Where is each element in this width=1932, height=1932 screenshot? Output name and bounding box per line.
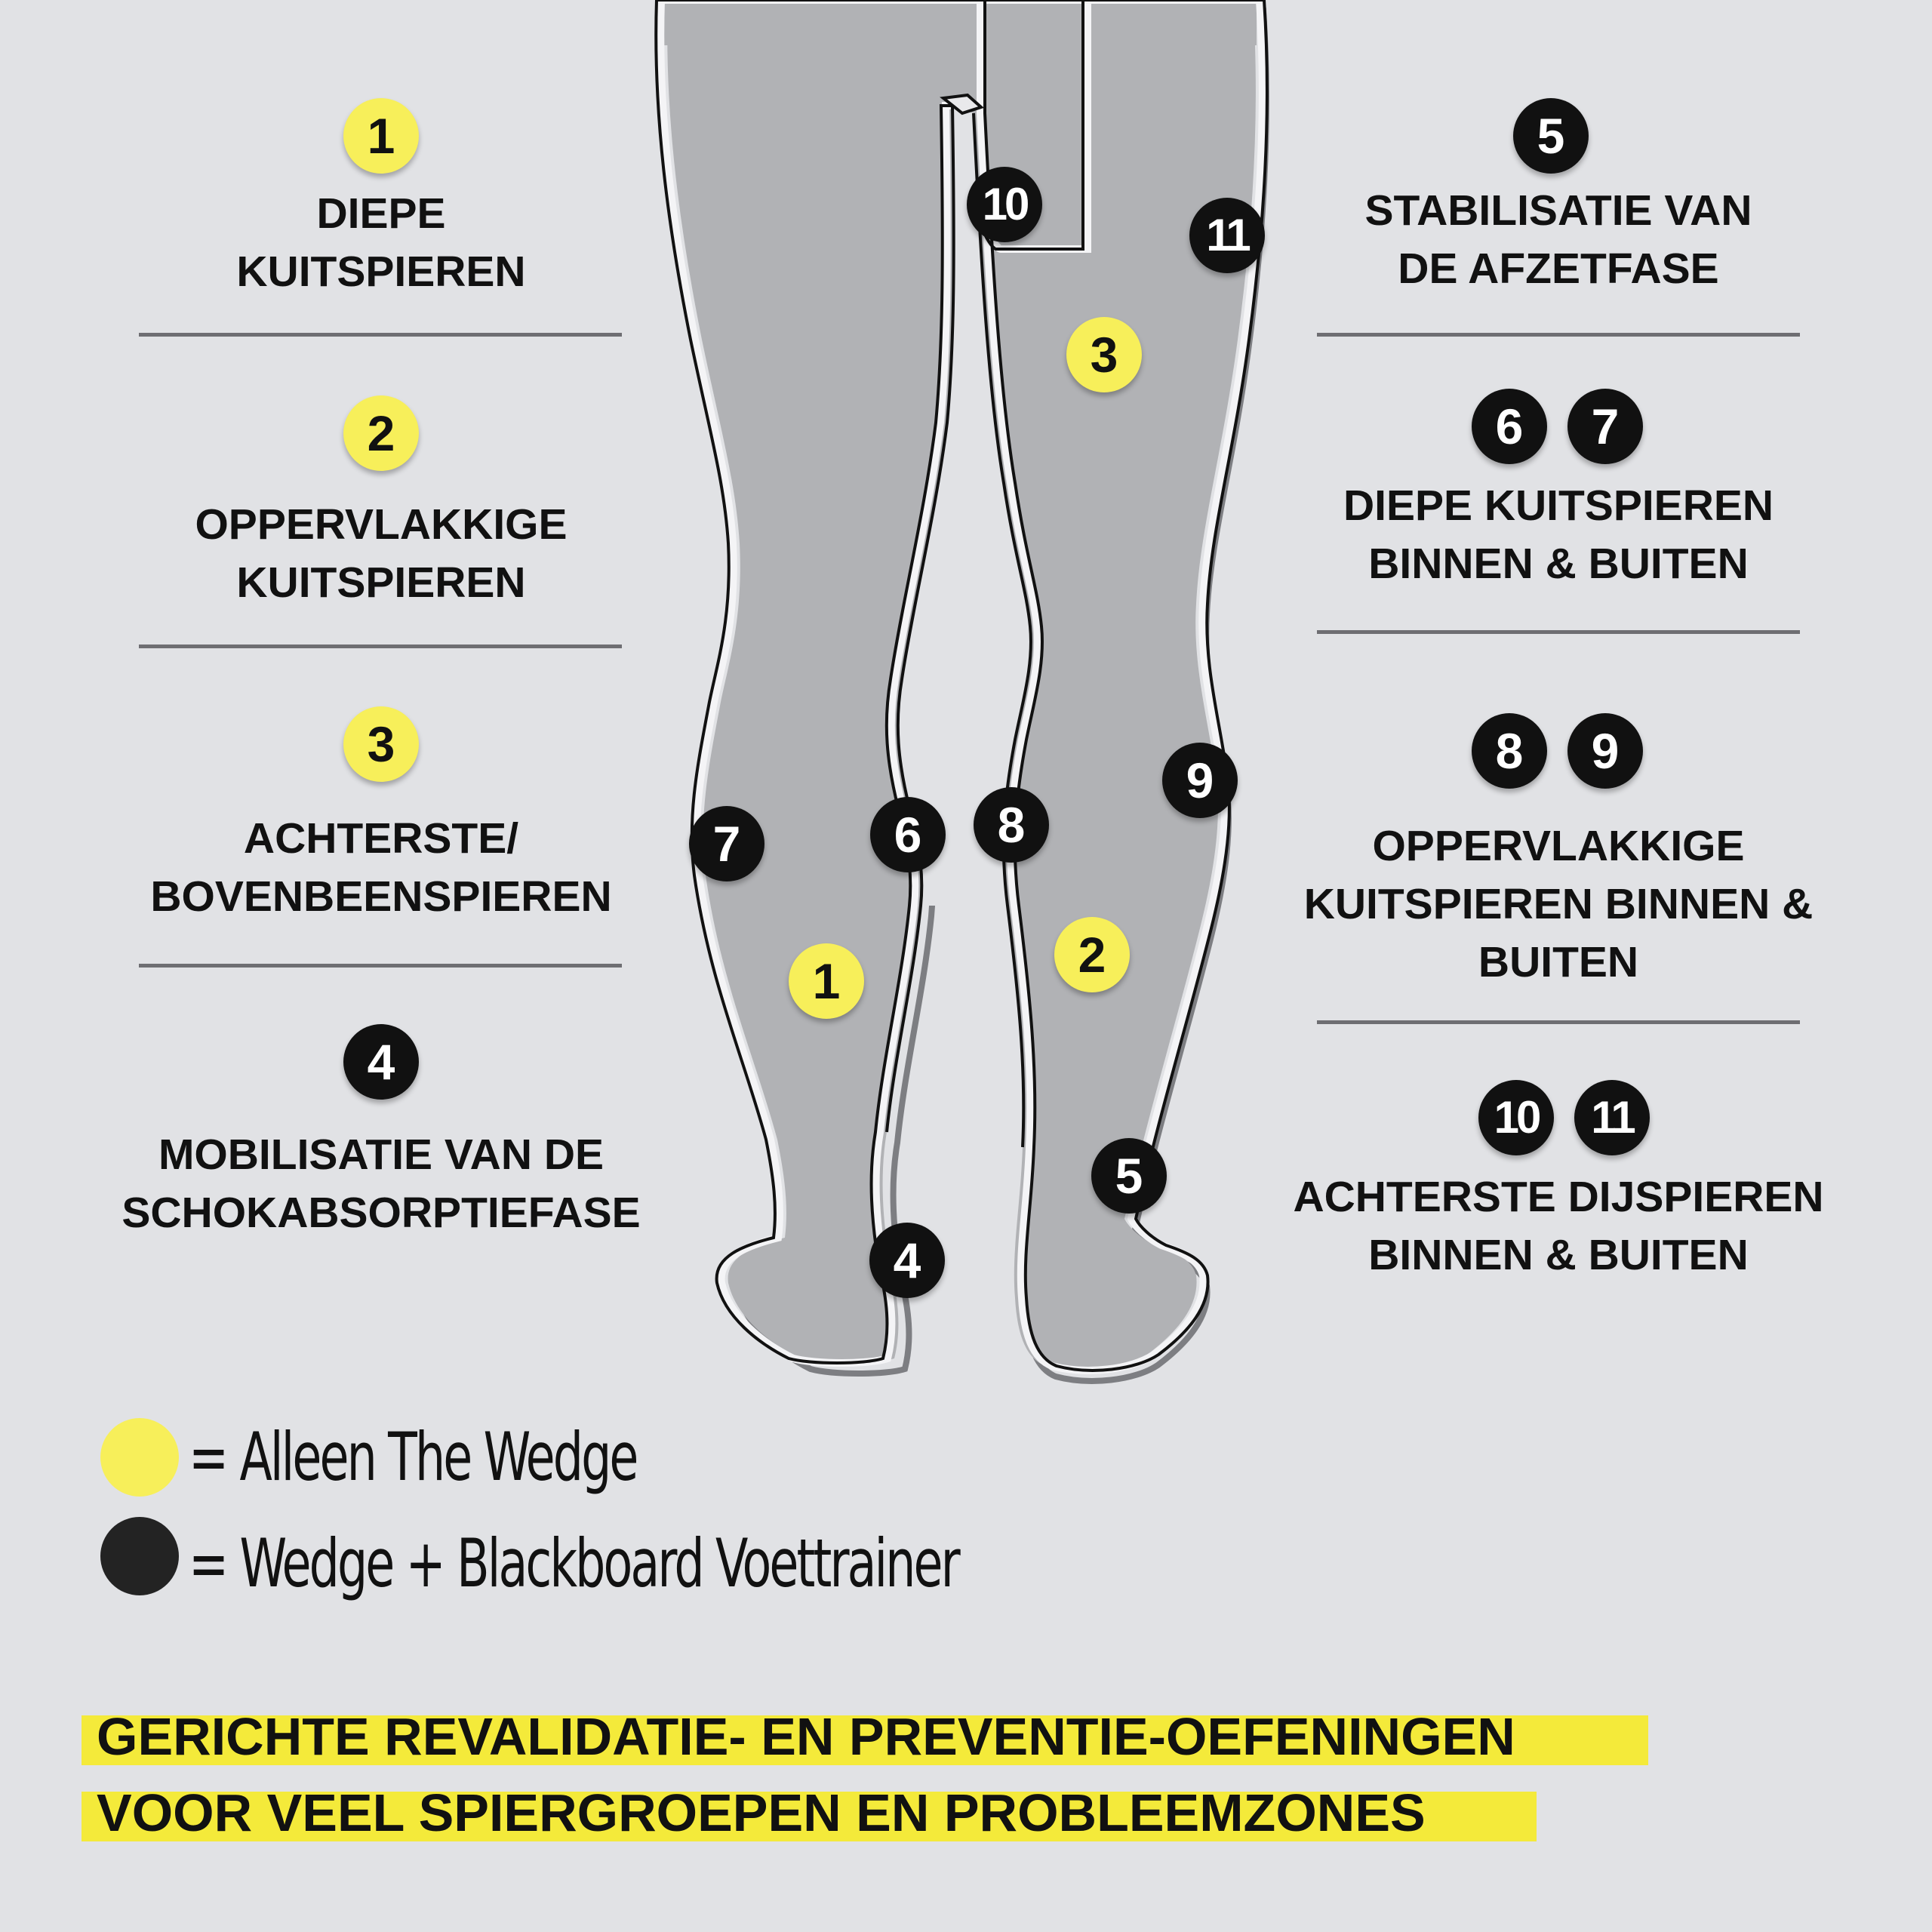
leg-marker-3: 3 (1066, 317, 1142, 392)
left-item-1-label: DIEPE KUITSPIEREN (236, 189, 526, 296)
leg-marker-9: 9 (1162, 743, 1238, 818)
left-item-1-badge: 1 (343, 98, 419, 174)
left-item-3-label: ACHTERSTE/ BOVENBEENSPIEREN (150, 814, 612, 921)
divider (139, 333, 622, 337)
right-item-6-7-label: DIEPE KUITSPIEREN BINNEN & BUITEN (1343, 481, 1774, 588)
legend-yellow-text: = Alleen The Wedge (189, 1418, 637, 1496)
leg-marker-5: 5 (1091, 1138, 1167, 1214)
divider (139, 964, 622, 968)
headline-line-1: GERICHTE REVALIDATIE- EN PREVENTIE-OEFENINGEN (97, 1707, 1515, 1766)
left-item-4-badge: 4 (343, 1024, 419, 1100)
left-item-2-badge: 2 (343, 395, 419, 471)
right-item-6-badge: 6 (1472, 389, 1547, 464)
right-item-10-11-label: ACHTERSTE DIJSPIEREN BINNEN & BUITEN (1293, 1173, 1824, 1279)
left-item-2-label: OPPERVLAKKIGE KUITSPIEREN (195, 500, 568, 607)
legend-black-dot (100, 1517, 179, 1595)
left-item-3-badge: 3 (343, 706, 419, 782)
leg-marker-4: 4 (869, 1223, 945, 1298)
legend-black-text: = Wedge + Blackboard Voettrainer (189, 1524, 958, 1602)
leg-marker-7: 7 (689, 806, 764, 881)
divider (1317, 630, 1800, 634)
right-item-9-badge: 9 (1567, 713, 1643, 789)
divider (1317, 1020, 1800, 1024)
right-item-10-badge: 10 (1478, 1080, 1554, 1155)
left-item-4-label: MOBILISATIE VAN DE SCHOKABSORPTIEFASE (122, 1131, 641, 1237)
right-item-8-9-label: OPPERVLAKKIGE KUITSPIEREN BINNEN & BUITEN (1303, 822, 1814, 986)
leg-marker-8: 8 (974, 787, 1049, 863)
leg-marker-2: 2 (1054, 917, 1130, 992)
right-item-8-badge: 8 (1472, 713, 1547, 789)
divider (139, 645, 622, 648)
leg-marker-11: 11 (1189, 198, 1265, 273)
legend-yellow-dot (100, 1418, 179, 1497)
leg-marker-10: 10 (967, 167, 1042, 242)
headline-line-2: VOOR VEEL SPIERGROEPEN EN PROBLEEMZONES (97, 1783, 1426, 1842)
right-item-7-badge: 7 (1567, 389, 1643, 464)
divider (1317, 333, 1800, 337)
right-item-11-badge: 11 (1574, 1080, 1650, 1155)
leg-marker-6: 6 (870, 797, 946, 872)
right-item-5-badge: 5 (1513, 98, 1589, 174)
right-item-5-label: STABILISATIE VAN DE AFZETFASE (1364, 186, 1752, 293)
leg-marker-1: 1 (789, 943, 864, 1019)
